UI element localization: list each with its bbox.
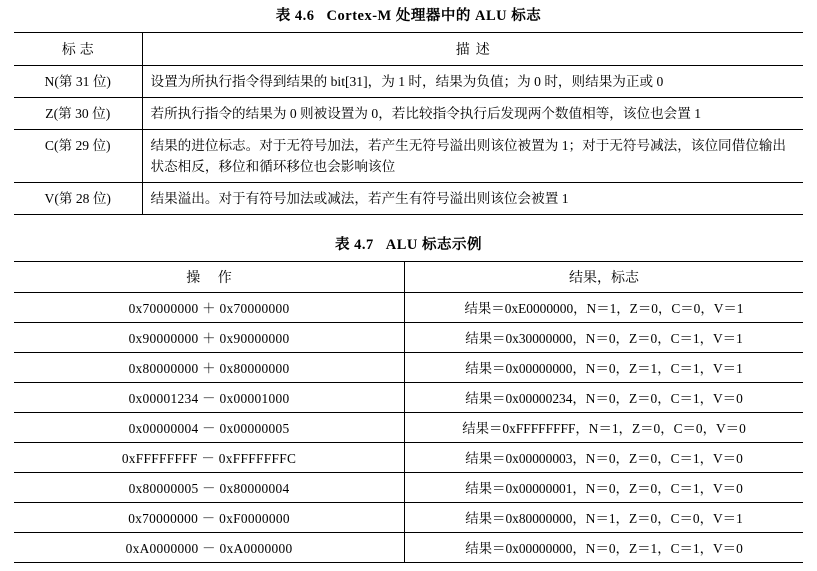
table-4-7-header-operation: 操 作 xyxy=(14,262,405,293)
result-cell: 结果＝0x00000000，N＝0，Z＝1，C＝1，V＝1 xyxy=(405,353,803,383)
result-cell: 结果＝0x00000234，N＝0，Z＝0，C＝1，V＝0 xyxy=(405,383,803,413)
table-row xyxy=(14,130,803,183)
table-4-6-caption-title: Cortex-M 处理器中的 ALU 标志 xyxy=(326,8,542,24)
table-row xyxy=(14,183,803,215)
operation-cell: 0xA0000000 － 0xA0000000 xyxy=(14,533,405,563)
table-row xyxy=(14,98,803,130)
table-4-6 xyxy=(14,32,803,215)
table-row xyxy=(14,383,803,413)
operation-cell: 0x90000000 ＋ 0x90000000 xyxy=(14,323,405,353)
table-row xyxy=(14,66,803,98)
result-cell: 结果＝0x00000003，N＝0，Z＝0，C＝1，V＝0 xyxy=(405,443,803,473)
flag-cell-n: N(第 31 位) xyxy=(14,66,142,98)
flag-cell-v: V(第 28 位) xyxy=(14,183,142,215)
table-4-7-caption xyxy=(14,229,803,261)
result-cell: 结果＝0xFFFFFFFF，N＝1，Z＝0，C＝0，V＝0 xyxy=(405,413,803,443)
table-header-row xyxy=(14,33,803,66)
result-cell: 结果＝0x80000000，N＝1，Z＝0，C＝0，V＝1 xyxy=(405,503,803,533)
section-spacer xyxy=(14,215,803,229)
table-4-7-body xyxy=(14,293,803,563)
table-4-6-caption-number: 表 4.6 xyxy=(275,8,315,24)
operation-cell: 0x70000000 ＋ 0x70000000 xyxy=(14,293,405,323)
table-4-6-caption xyxy=(14,0,803,32)
desc-cell-v: 结果溢出。对于有符号加法或减法，若产生有符号溢出则该位会被置 1 xyxy=(150,191,569,207)
table-4-6-body xyxy=(14,66,803,215)
table-row xyxy=(14,443,803,473)
table-row xyxy=(14,413,803,443)
operation-cell: 0x00001234 － 0x00001000 xyxy=(14,383,405,413)
operation-cell: 0x00000004 － 0x00000005 xyxy=(14,413,405,443)
operation-cell: 0x70000000 － 0xF0000000 xyxy=(14,503,405,533)
table-4-6-header-desc: 描述 xyxy=(142,33,803,66)
table-header-row xyxy=(14,262,803,293)
desc-cell-z: 若所执行指令的结果为 0 则被设置为 0，若比较指令执行后发现两个数值相等，该位也会置 1 xyxy=(142,98,803,130)
operation-cell: 0x80000005 － 0x80000004 xyxy=(14,473,405,503)
table-row xyxy=(14,473,803,503)
table-4-7-caption-number: 表 4.7 xyxy=(335,237,374,254)
table-4-6-head xyxy=(14,33,803,66)
table-row xyxy=(14,323,803,353)
flag-cell-c: C(第 29 位) xyxy=(14,130,142,183)
table-row xyxy=(14,353,803,383)
table-row xyxy=(14,533,803,563)
table-4-7 xyxy=(14,261,803,563)
flag-cell-z: Z(第 30 位) xyxy=(14,98,142,130)
desc-cell-n: 设置为所执行指令得到结果的 bit[31]，为 1 时，结果为负值；为 0 时，则结果为正或 0 xyxy=(142,66,803,98)
table-row xyxy=(14,293,803,323)
table-4-7-caption-title: ALU 标志示例 xyxy=(385,237,482,254)
result-cell: 结果＝0xE0000000，N＝1，Z＝0，C＝0，V＝1 xyxy=(405,293,803,323)
table-4-7-head xyxy=(14,262,803,293)
table-4-6-header-flag: 标志 xyxy=(14,33,142,66)
result-cell: 结果＝0x30000000，N＝0，Z＝0，C＝1，V＝1 xyxy=(405,323,803,353)
operation-cell: 0x80000000 ＋ 0x80000000 xyxy=(14,353,405,383)
table-4-7-header-result: 结果，标志 xyxy=(405,262,803,293)
desc-cell-c: 结果的进位标志。对于无符号加法，若产生无符号溢出则该位被置为 1；对于无符号减法，该位同借位输出状态相反，移位和循环移位也会影响该位 xyxy=(142,130,803,183)
operation-cell: 0xFFFFFFFF － 0xFFFFFFFC xyxy=(14,443,405,473)
result-cell: 结果＝0x00000001，N＝0，Z＝0，C＝1，V＝0 xyxy=(405,473,803,503)
result-cell: 结果＝0x00000000，N＝0，Z＝1，C＝1，V＝0 xyxy=(465,541,743,557)
table-row xyxy=(14,503,803,533)
